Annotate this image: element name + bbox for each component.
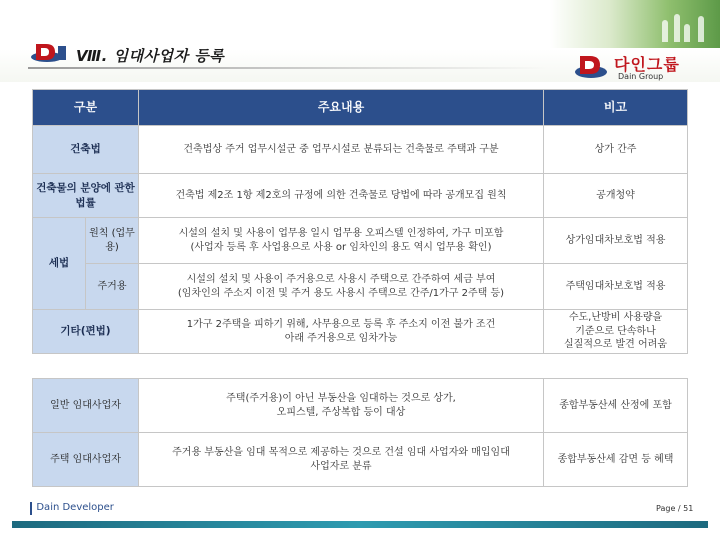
content-line: 사업자로 분류 (310, 460, 372, 472)
table-row (33, 218, 688, 264)
note-line: 기준으로 단속하나 (575, 325, 656, 337)
header-note: 비고 (544, 90, 688, 126)
content-line: 1가구 2주택을 피하기 위해, 사무용으로 등록 후 주소지 이전 불가 조건 (186, 319, 496, 330)
row-subcategory: 원칙 (업무용) (86, 218, 139, 264)
brand-logo-icon (574, 54, 610, 80)
row-content (139, 433, 544, 487)
row-subcategory: 주거용 (86, 264, 139, 310)
content-line: (임차인의 주소지 이전 및 주거 용도 사용시 주택으로 간주/1가구 2주택 등) (177, 287, 505, 299)
content-line: 주거용 부동산을 임대 목적으로 제공하는 것으로 건설 임대 사업자와 매입임대 (172, 447, 510, 458)
header-category: 구분 (33, 90, 139, 126)
business-type-table (32, 378, 688, 487)
content-line: 아래 주거용으로 임차가능 (284, 332, 398, 344)
row-note (544, 310, 688, 354)
row-note: 종합부동산세 산정에 포함 (544, 379, 688, 433)
row-category: 건축법 (33, 126, 139, 174)
row-content: 건축법 제2조 1항 제2호의 규정에 의한 건축물로 당법에 따라 공개모집 원칙 (139, 174, 544, 218)
content-line: 시설의 설치 및 사용이 주거용으로 사용시 주택으로 간주하여 세금 부여 (186, 274, 496, 285)
row-content (139, 379, 544, 433)
row-content (139, 310, 544, 354)
page-number: Page / 51 (656, 504, 694, 513)
table-row (33, 433, 688, 487)
row-note: 상가임대차보호법 적용 (544, 218, 688, 264)
bottom-band (12, 521, 708, 528)
row-content (139, 218, 544, 264)
row-category: 주택 임대사업자 (33, 433, 139, 487)
content-line: (사업자 등록 후 사업용으로 사용 or 임차인의 용도 역시 업무용 확인) (190, 241, 492, 253)
footer-company-label: Dain Developer (36, 502, 114, 513)
table-row (33, 379, 688, 433)
row-category: 일반 임대사업자 (33, 379, 139, 433)
row-note: 종합부동산세 감면 등 혜택 (544, 433, 688, 487)
row-category: 세법 (33, 218, 86, 310)
row-category: 기타(편법) (33, 310, 139, 354)
title-underline (28, 67, 548, 69)
row-note: 공개청약 (544, 174, 688, 218)
title-logo-icon (30, 42, 68, 64)
table-row (33, 264, 688, 310)
note-line: 수도,난방비 사용량을 (568, 312, 663, 324)
brand-subtitle: Dain Group (618, 72, 664, 81)
footer-company (30, 502, 114, 513)
row-note: 상가 간주 (544, 126, 688, 174)
table-row (33, 126, 688, 174)
note-line: 실질적으로 발견 어려움 (564, 339, 667, 351)
table-row (33, 310, 688, 354)
row-category: 건축물의 분양에 관한 법률 (33, 174, 139, 218)
content-line: 오피스텔, 주상복합 등이 대상 (276, 406, 406, 418)
law-comparison-table (32, 89, 688, 354)
brand-name: 다인그룹 (614, 55, 680, 74)
row-content (139, 264, 544, 310)
row-note: 주택임대차보호법 적용 (544, 264, 688, 310)
header-content: 주요내용 (139, 90, 544, 126)
brand (574, 52, 694, 84)
page-title: Ⅷ. 임대사업자 등록 (76, 47, 225, 65)
content-line: 주택(주거용)이 아닌 부동산을 임대하는 것으로 상가, (226, 393, 456, 404)
header-photo (550, 0, 720, 48)
table-header-row (33, 90, 688, 126)
table-row (33, 174, 688, 218)
row-content: 건축법상 주거 업무시설군 중 업무시설로 분류되는 건축물로 주택과 구분 (139, 126, 544, 174)
content-line: 시설의 설치 및 사용이 업무용 일시 업무용 오피스텔 인정하여, 가구 미포함 (178, 228, 504, 239)
